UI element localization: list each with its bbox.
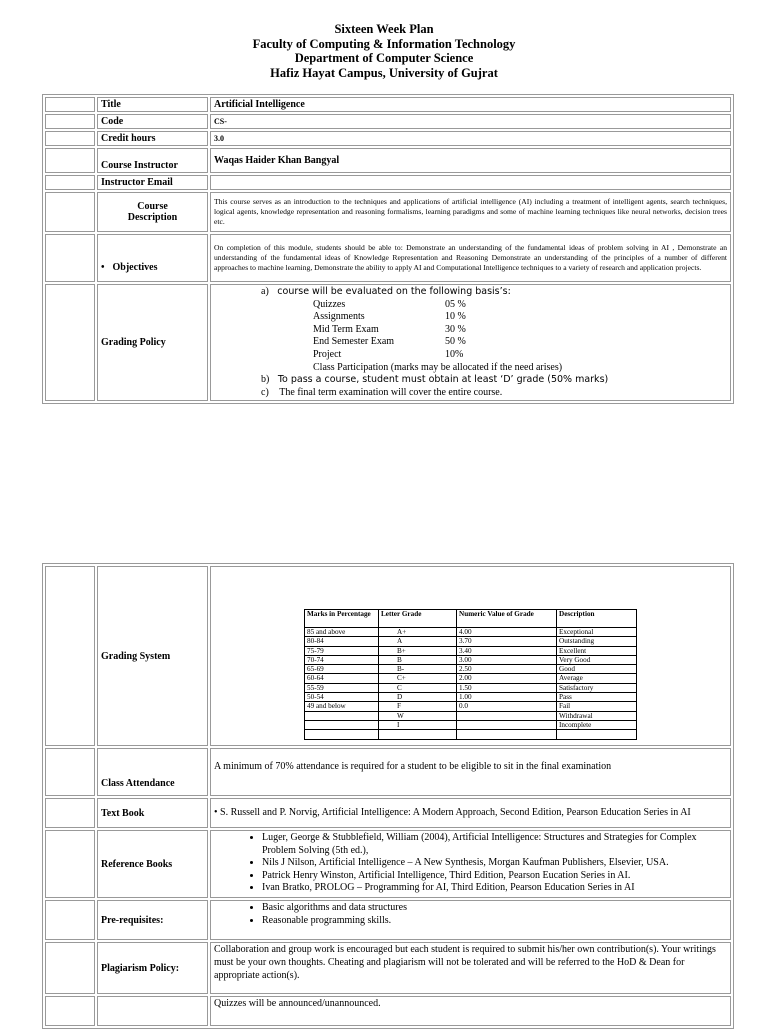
grading-item: End Semester Exam 50 % bbox=[313, 336, 466, 348]
reference-list bbox=[214, 832, 727, 895]
textbook-value: • S. Russell and P. Norvig, Artificial Intelligence: A Modern Approach, Second Edition, Pearson Education Series in AI bbox=[210, 798, 731, 828]
grading-item: Mid Term Exam 30 % bbox=[313, 323, 466, 335]
grade-row bbox=[305, 655, 637, 664]
plagiarism-label: Plagiarism Policy: bbox=[97, 942, 208, 994]
grade-cell: B bbox=[379, 655, 457, 664]
grade-cell: Withdrawal bbox=[557, 711, 637, 720]
grade-cell: 2.50 bbox=[457, 665, 557, 674]
grading-system-cell bbox=[210, 566, 731, 746]
grade-cell: 0.0 bbox=[457, 702, 557, 711]
instructor-label: Course Instructor bbox=[97, 148, 208, 173]
code-value: CS- bbox=[210, 114, 731, 129]
grade-header: Marks in Percentage bbox=[305, 610, 379, 628]
grade-cell bbox=[305, 720, 379, 729]
grading-item: Quizzes 05 % bbox=[313, 298, 466, 310]
header-faculty: Faculty of Computing & Information Technology bbox=[252, 36, 516, 51]
grade-cell bbox=[305, 730, 379, 739]
reference-books-label: Reference Books bbox=[97, 830, 208, 898]
grade-cell: Satisfactory bbox=[557, 683, 637, 692]
attendance-value: A minimum of 70% attendance is required for a student to be eligible to sit in the final examination bbox=[210, 748, 731, 796]
grade-cell: Incomplete bbox=[557, 720, 637, 729]
grade-cell bbox=[379, 730, 457, 739]
grade-cell: 60-64 bbox=[305, 674, 379, 683]
prerequisite-item: • Reasonable programming skills. bbox=[262, 915, 727, 928]
grade-cell: C+ bbox=[379, 674, 457, 683]
quizzes-value: Quizzes will be announced/unannounced. bbox=[210, 996, 731, 1026]
grading-items bbox=[214, 299, 727, 375]
grade-cell: 55-59 bbox=[305, 683, 379, 692]
prerequisite-item: • Basic algorithms and data structures bbox=[262, 902, 727, 915]
title-value: Artificial Intelligence bbox=[210, 97, 731, 112]
header-plan: Sixteen Week Plan bbox=[334, 22, 434, 36]
textbook-label: Text Book bbox=[97, 798, 208, 828]
grade-cell: 1.50 bbox=[457, 683, 557, 692]
final-exam-note: c) The final term examination will cover the entire course. bbox=[261, 386, 503, 398]
credit-hours-value: 3.0 bbox=[210, 131, 731, 146]
grade-row bbox=[305, 711, 637, 720]
grade-cell: I bbox=[379, 720, 457, 729]
grade-cell: 3.40 bbox=[457, 646, 557, 655]
grade-cell: Exceptional bbox=[557, 628, 637, 637]
grade-cell: 1.00 bbox=[457, 693, 557, 702]
grade-cell: Good bbox=[557, 665, 637, 674]
email-value bbox=[210, 175, 731, 190]
grade-cell bbox=[457, 730, 557, 739]
grade-cell: Average bbox=[557, 674, 637, 683]
grade-table bbox=[304, 609, 637, 740]
course-info-table bbox=[42, 94, 734, 404]
prerequisite-list bbox=[214, 902, 727, 927]
course-policy-table bbox=[42, 563, 734, 1029]
grading-policy-label: Grading Policy bbox=[97, 284, 208, 401]
reference-item: • Luger, George & Stubblefield, William (2004), Artificial Intelligence: Structures and Strategies for Complex Problem Solving (5th ed.), bbox=[262, 832, 727, 857]
grade-cell: A bbox=[379, 637, 457, 646]
grading-item: Assignments 10 % bbox=[313, 311, 466, 323]
title-label: Title bbox=[97, 97, 208, 112]
pass-requirement: b) To pass a course, student must obtain at least ‘D’ grade (50% marks) bbox=[261, 374, 609, 386]
grade-row bbox=[305, 693, 637, 702]
grade-cell: 80-84 bbox=[305, 637, 379, 646]
prerequisites-value bbox=[210, 900, 731, 940]
header-campus: Hafiz Hayat Campus, University of Gujrat bbox=[270, 65, 498, 80]
header-department: Department of Computer Science bbox=[294, 51, 474, 65]
grade-cell: Outstanding bbox=[557, 637, 637, 646]
class-participation: Class Participation (marks may be allocated if the need arises) bbox=[313, 361, 563, 373]
grade-cell: 75-79 bbox=[305, 646, 379, 655]
prerequisites-label: Pre-requisites: bbox=[97, 900, 208, 940]
email-label: Instructor Email bbox=[97, 175, 208, 190]
grade-cell: D bbox=[379, 693, 457, 702]
grade-cell bbox=[557, 730, 637, 739]
grading-policy-value bbox=[210, 284, 731, 401]
grade-header: Numeric Value of Grade bbox=[457, 610, 557, 628]
plagiarism-value: Collaboration and group work is encouraged but each student is required to submit his/her own contribution(s). Your writings must be your own thoughts. Cheating and plagiarism will not be tolerated and will be referred to the HoD & Dean for appropriate action(s). bbox=[210, 942, 731, 994]
grade-row bbox=[305, 674, 637, 683]
attendance-label: Class Attendance bbox=[97, 748, 208, 796]
grade-cell bbox=[305, 711, 379, 720]
description-label: Course Description bbox=[97, 192, 208, 232]
grade-cell bbox=[457, 720, 557, 729]
grade-cell: C bbox=[379, 683, 457, 692]
instructor-value: Waqas Haider Khan Bangyal bbox=[210, 148, 731, 173]
grade-cell: B- bbox=[379, 665, 457, 674]
grade-row bbox=[305, 683, 637, 692]
reference-item: • Nils J Nilson, Artificial Intelligence – A New Synthesis, Morgan Kaufman Publishers, Elsevier, USA. bbox=[262, 857, 727, 870]
grade-row bbox=[305, 628, 637, 637]
grade-cell: 2.00 bbox=[457, 674, 557, 683]
objectives-label: • Objectives bbox=[97, 234, 208, 282]
reference-item: • Patrick Henry Winston, Artificial Intelligence, Third Edition, Pearson Eucation Series in AI. bbox=[262, 870, 727, 883]
grade-row bbox=[305, 720, 637, 729]
grade-header: Description bbox=[557, 610, 637, 628]
grading-basis: a) course will be evaluated on the following basis’s: bbox=[261, 286, 511, 297]
document-header bbox=[0, 22, 768, 80]
grading-item: Project 10% bbox=[313, 348, 464, 360]
grade-row bbox=[305, 637, 637, 646]
grade-cell: B+ bbox=[379, 646, 457, 655]
grade-cell: 85 and above bbox=[305, 628, 379, 637]
code-label: Code bbox=[97, 114, 208, 129]
grade-row bbox=[305, 665, 637, 674]
grade-cell: 3.70 bbox=[457, 637, 557, 646]
grade-row bbox=[305, 730, 637, 739]
grade-cell: 50-54 bbox=[305, 693, 379, 702]
objectives-value: On completion of this module, students should be able to: Demonstrate an understanding of the fundamental ideas of problem solving in AI , Demonstrate an understanding of the fundamental ideas of Knowledge Representation and Reasoning Demonstrate an understanding of the principles of a number of different approaches to machine learning, Demonstrate the ability to apply AI and Computational Intelligence techniques to a variety of research and application projects. bbox=[210, 234, 731, 282]
grade-cell: A+ bbox=[379, 628, 457, 637]
reference-item: • Ivan Bratko, PROLOG – Programming for AI, Third Edition, Pearson Education Series in AI bbox=[262, 882, 727, 895]
grade-cell: 65-69 bbox=[305, 665, 379, 674]
reference-books-value bbox=[210, 830, 731, 898]
grade-row bbox=[305, 702, 637, 711]
grade-cell: Pass bbox=[557, 693, 637, 702]
grade-cell: 3.00 bbox=[457, 655, 557, 664]
grade-cell: Fail bbox=[557, 702, 637, 711]
grade-cell: W bbox=[379, 711, 457, 720]
grading-system-label: Grading System bbox=[97, 566, 208, 746]
grade-cell: 70-74 bbox=[305, 655, 379, 664]
description-value: This course serves as an introduction to the techniques and applications of artificial intelligence (AI) including a treatment of intelligent agents, search techniques, logical agents, knowledge representation and reasoning formalisms, learning paradigms and some of machine learning techniques like neural networks, decision trees etc. bbox=[210, 192, 731, 232]
grade-table-body bbox=[305, 628, 637, 740]
grade-cell: Very Good bbox=[557, 655, 637, 664]
grade-cell: F bbox=[379, 702, 457, 711]
grade-cell: 49 and below bbox=[305, 702, 379, 711]
grade-cell bbox=[457, 711, 557, 720]
credit-hours-label: Credit hours bbox=[97, 131, 208, 146]
grade-cell: Excellent bbox=[557, 646, 637, 655]
grade-row bbox=[305, 646, 637, 655]
grade-header: Letter Grade bbox=[379, 610, 457, 628]
grade-cell: 4.00 bbox=[457, 628, 557, 637]
